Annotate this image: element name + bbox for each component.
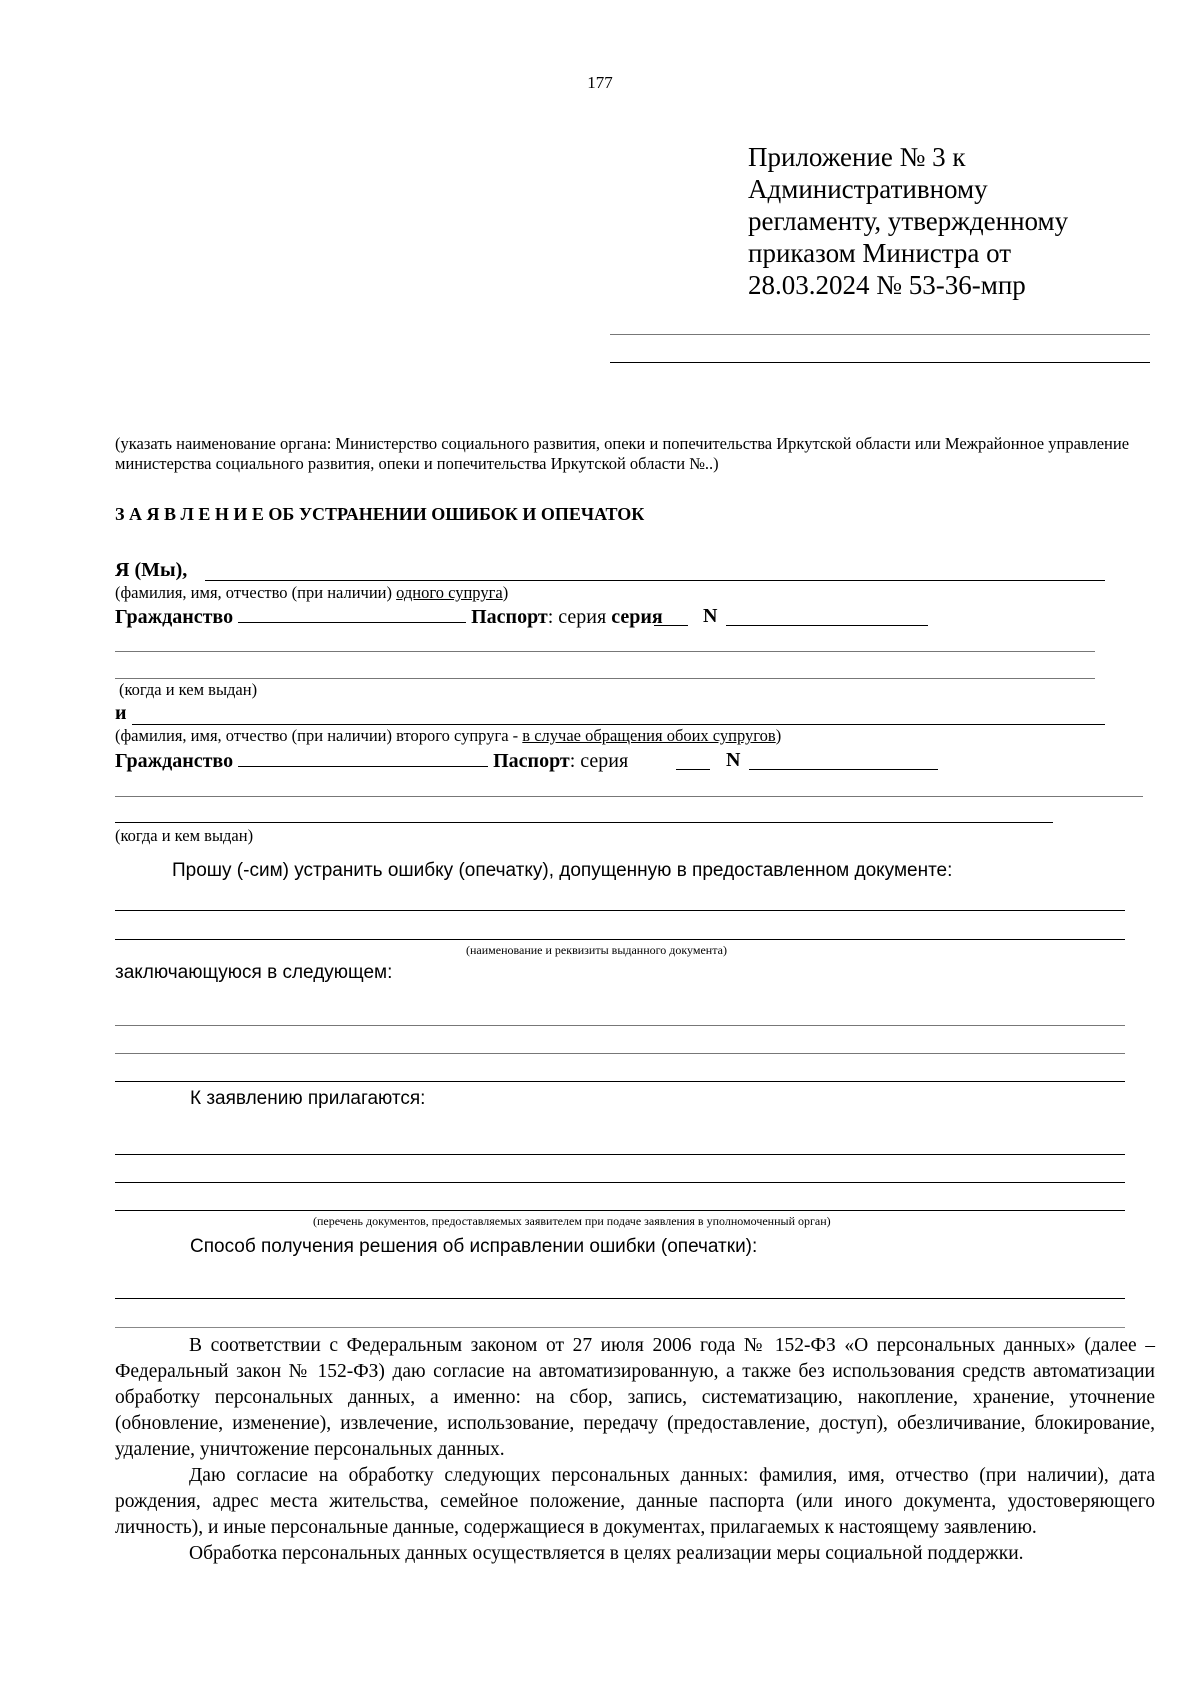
applicant1-name-field[interactable] [205,580,1105,581]
consent-paragraph-2: Даю согласие на обработку следующих персональных данных: фамилия, имя, отчество (при наличии), дата рождения, адрес места жительства, семейное положение, данные паспорта (или иного документа, удостоверяющего личность), и иные персональные данные, содержащиеся в документах, прилагаемых к настоящему заявлению. [115,1465,1155,1538]
applicant1-issued-caption: (когда и кем выдан) [119,680,258,699]
attachments-label: К заявлению прилагаются: [190,1088,426,1109]
request-doc-field-2[interactable] [115,939,1125,940]
attachments-field-3[interactable] [115,1210,1125,1211]
applicant2-passport-row [115,748,628,773]
applicant1-label: Я (Мы), [115,559,188,581]
receipt-field-2[interactable] [115,1327,1125,1328]
appendix-line-5: 28.03.2024 № 53-36-мпр [748,270,1026,300]
applicant2-issued-field-2[interactable] [115,822,1053,823]
page-number: 177 [587,73,613,92]
applicant2-number-field[interactable] [749,769,938,770]
appendix-line-1: Приложение № 3 к [748,142,966,172]
applicant1-series-label: : серия [547,606,607,628]
applicant1-issued-field-1[interactable] [115,651,1095,652]
applicant2-issued-caption: (когда и кем выдан) [115,826,254,845]
applicant1-name-row [115,558,187,582]
applicant1-issued-field-2[interactable] [115,678,1095,679]
consent-section [115,1333,1155,1567]
recipient-line-1[interactable] [610,334,1150,335]
recipient-line-2[interactable] [610,362,1150,363]
applicant1-citizenship-label: Гражданство [115,606,234,628]
applicant1-caption [115,583,508,603]
request-text: Прошу (-сим) устранить ошибку (опечатку), допущенную в предоставленном документе: [172,860,953,881]
consent-paragraph-1: В соответствии с Федеральным законом от 27 июля 2006 года № 152-ФЗ «О персональных данных» (далее – Федеральный закон № 152-ФЗ) даю согласие на автоматизированную, а также без использования средств автоматизации обработку персональных данных, а именно: на сбор, запись, систематизацию, накопление, хранение, уточнение (обновление, изменение), извлечение, использование, передачу (предоставление, доступ), обезличивание, блокирование, удаление, уничтожение персональных данных. [115,1335,1155,1460]
organ-note: (указать наименование органа: Министерство социального развития, опеки и попечительства Иркутской области или Межрайонное управление министерства социального развития, опеки и попечительства Иркутской области №..) [115,434,1130,473]
applicant2-series-field[interactable] [676,769,710,770]
attachments-field-2[interactable] [115,1182,1125,1183]
applicant2-caption-text: (фамилия, имя, отчество (при наличии) второго супруга - [115,726,523,745]
applicant2-number-label: N [726,749,741,771]
attachments-field-1[interactable] [115,1154,1125,1155]
consisting-field-3[interactable] [115,1081,1125,1082]
consisting-field-2[interactable] [115,1053,1125,1054]
applicant1-passport-row: Гражданство Паспорт: серия серия [115,606,663,628]
consent-paragraph-3: Обработка персональных данных осуществляется в целях реализации меры социальной поддержки. [189,1543,1024,1564]
applicant1-number-field[interactable] [726,625,928,626]
document-title: З А Я В Л Е Н И Е ОБ УСТРАНЕНИИ ОШИБОК И ОПЕЧАТОК [115,504,645,524]
appendix-line-3: регламенту, утвержденному [748,206,1069,236]
applicant2-series-label: : серия [569,750,629,772]
applicant2-name-field[interactable] [132,724,1105,725]
applicant2-passport-label: Паспорт [493,750,570,772]
applicant1-caption-end: ) [502,583,509,602]
applicant2-issued-field-1[interactable] [115,796,1143,797]
appendix-line-2: Административному [748,174,988,204]
applicant2-caption-end: ) [775,726,782,745]
consisting-field-1[interactable] [115,1025,1125,1026]
applicant2-citizenship-label: Гражданство [115,750,234,772]
appendix-line-4: приказом Министра от [748,238,1012,268]
applicant2-caption [115,726,781,746]
applicant1-passport-label: Паспорт [471,606,548,628]
appendix-block [748,141,1068,301]
applicant1-caption-underlined: одного супруга [396,583,503,602]
receipt-field-1[interactable] [115,1298,1125,1299]
attachments-caption: (перечень документов, предоставляемых заявителем при подаче заявления в уполномоченный орган) [313,1214,831,1228]
applicant1-series-field[interactable] [654,625,688,626]
applicant2-citizenship-field[interactable] [238,748,488,767]
applicant1-number-label: N [703,605,718,627]
receipt-label: Способ получения решения об исправлении ошибки (опечатки): [190,1236,758,1257]
applicant1-citizenship-field[interactable] [238,604,466,623]
applicant2-caption-underlined: в случае обращения обоих супругов [522,726,776,745]
request-doc-caption: (наименование и реквизиты выданного документа) [466,943,727,957]
applicant2-label: и [115,702,127,724]
request-doc-field-1[interactable] [115,910,1125,911]
applicant1-caption-text: (фамилия, имя, отчество (при наличии) [115,583,397,602]
consisting-label: заключающуюся в следующем: [115,962,393,983]
